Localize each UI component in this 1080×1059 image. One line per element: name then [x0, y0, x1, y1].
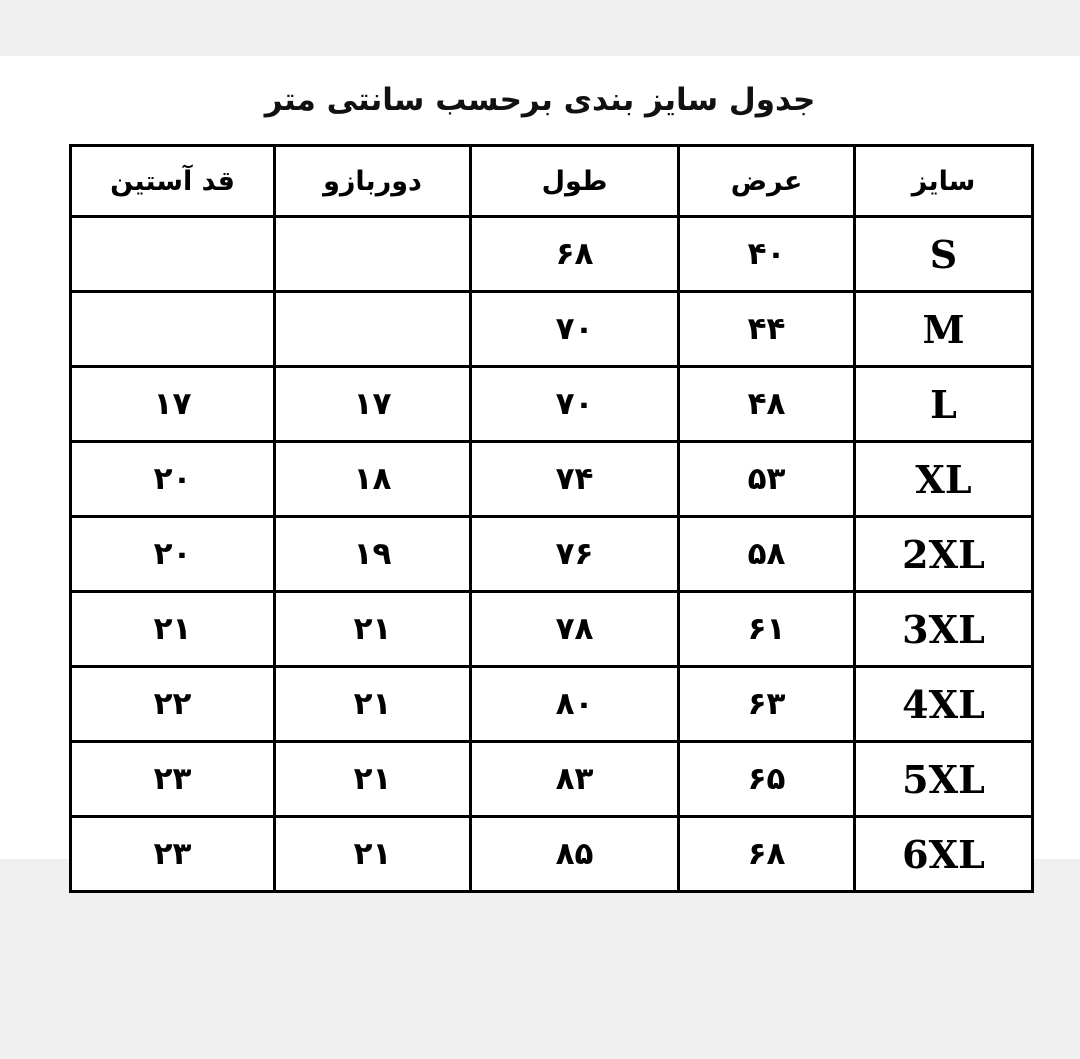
cell-length: ۶۸ [471, 217, 679, 292]
table-row [71, 367, 1033, 442]
column-header-size: سایز [855, 146, 1033, 217]
cell-arm: ۱۷ [275, 367, 471, 442]
cell-arm: ۱۹ [275, 517, 471, 592]
table-row [71, 517, 1033, 592]
cell-arm [275, 292, 471, 367]
cell-sleeve [71, 217, 275, 292]
cell-width: ۵۸ [679, 517, 855, 592]
cell-width: ۴۸ [679, 367, 855, 442]
cell-width: ۶۸ [679, 817, 855, 892]
cell-arm: ۲۱ [275, 592, 471, 667]
cell-arm: ۱۸ [275, 442, 471, 517]
cell-length: ۸۳ [471, 742, 679, 817]
page-title: جدول سایز بندی برحسب سانتی متر [264, 82, 816, 118]
cell-sleeve: ۲۰ [71, 517, 275, 592]
cell-sleeve: ۲۳ [71, 817, 275, 892]
cell-width: ۴۰ [679, 217, 855, 292]
cell-size: M [855, 292, 1033, 367]
cell-length: ۷۶ [471, 517, 679, 592]
cell-size: 5XL [855, 742, 1033, 817]
cell-size: 3XL [855, 592, 1033, 667]
cell-size: XL [855, 442, 1033, 517]
cell-size: 6XL [855, 817, 1033, 892]
cell-size: L [855, 367, 1033, 442]
top-band [0, 0, 1080, 56]
cell-length: ۷۰ [471, 292, 679, 367]
cell-size: S [855, 217, 1033, 292]
cell-length: ۷۴ [471, 442, 679, 517]
cell-width: ۵۳ [679, 442, 855, 517]
size-table-wrapper [72, 144, 1034, 893]
cell-sleeve: ۲۲ [71, 667, 275, 742]
cell-arm: ۲۱ [275, 817, 471, 892]
table-body [71, 217, 1033, 892]
cell-width: ۴۴ [679, 292, 855, 367]
table-row [71, 667, 1033, 742]
cell-width: ۶۱ [679, 592, 855, 667]
cell-sleeve: ۲۱ [71, 592, 275, 667]
cell-arm: ۲۱ [275, 742, 471, 817]
cell-size: 4XL [855, 667, 1033, 742]
cell-width: ۶۵ [679, 742, 855, 817]
column-header-sleeve: قد آستین [71, 146, 275, 217]
cell-size: 2XL [855, 517, 1033, 592]
cell-arm: ۲۱ [275, 667, 471, 742]
cell-length: ۷۰ [471, 367, 679, 442]
cell-width: ۶۳ [679, 667, 855, 742]
cell-arm [275, 217, 471, 292]
table-row [71, 742, 1033, 817]
cell-length: ۸۵ [471, 817, 679, 892]
table-header [71, 146, 1033, 217]
cell-sleeve: ۲۳ [71, 742, 275, 817]
table-row [71, 292, 1033, 367]
table-row [71, 442, 1033, 517]
size-table [69, 144, 1034, 893]
column-header-arm: دوربازو [275, 146, 471, 217]
table-row [71, 817, 1033, 892]
table-header-row [71, 146, 1033, 217]
table-row [71, 217, 1033, 292]
table-row [71, 592, 1033, 667]
cell-length: ۸۰ [471, 667, 679, 742]
cell-sleeve [71, 292, 275, 367]
cell-sleeve: ۲۰ [71, 442, 275, 517]
cell-sleeve: ۱۷ [71, 367, 275, 442]
column-header-width: عرض [679, 146, 855, 217]
size-chart-sheet [0, 56, 1080, 877]
column-header-length: طول [471, 146, 679, 217]
cell-length: ۷۸ [471, 592, 679, 667]
